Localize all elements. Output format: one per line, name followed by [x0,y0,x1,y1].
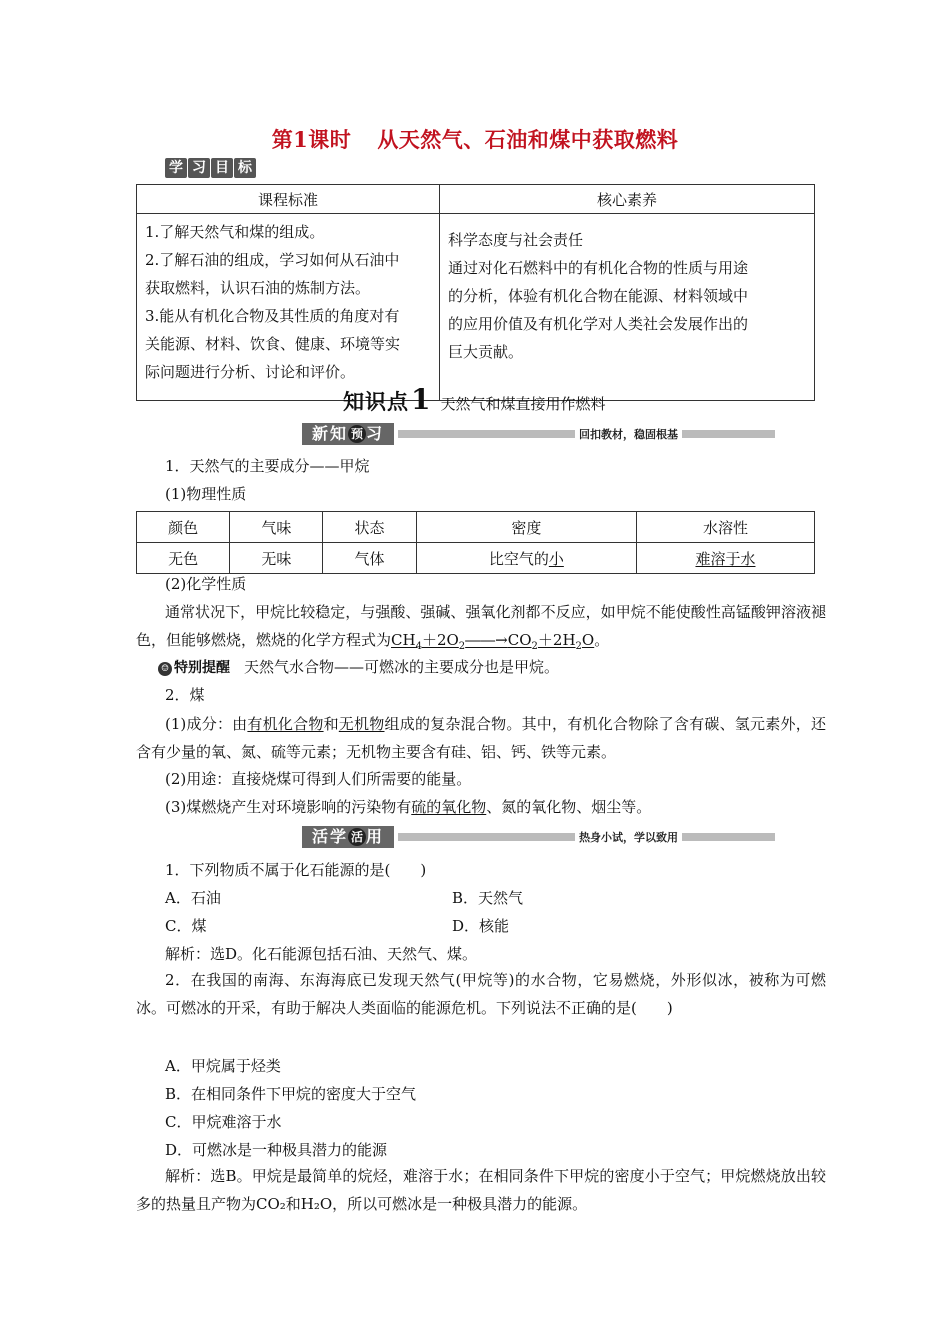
smiley-icon: ☺ [158,662,172,676]
table-header: 气味 [230,512,323,543]
physical-properties-table [136,511,815,574]
table-cell: 无味 [230,543,323,574]
standards-table [136,184,815,401]
table-cell: 无色 [137,543,230,574]
table-cell: 比空气的小 [416,543,636,574]
q1-answer: 解析：选D。化石能源包括石油、天然气、煤。 [165,945,478,963]
q2-option-d: D．可燃冰是一种极具潜力的能源 [165,1141,388,1159]
combustion-equation: $CH_4+2O_2――\to CO_2+2H_2O$ [391,631,595,652]
page-title: 第1课时 从天然气、石油和煤中获取燃料 [271,127,679,152]
knowledge-point-heading: 知识点 1 天然气和煤直接用作燃料 [343,383,606,416]
chemical-props-label: (2)化学性质 [165,575,247,593]
chemical-props-text: 通常状况下，甲烷比较稳定，与强酸、强碱、强氧化剂都不反应，如甲烷不能使酸性高锰酸钾溶液褪色，但能够燃烧，燃烧的化学方程式为$CH_4+2O_2――\to CO_2+2H_2O$。 [136,603,826,652]
table-header: 状态 [323,512,416,543]
question-1: 1．下列物质不属于化石能源的是( ) [165,861,427,879]
coal-pollutants: (3)煤燃烧产生对环境影响的污染物有硫的氧化物、氮的氧化物、烟尘等。 [165,798,652,816]
practice-banner: 活学 活 用 热身小试，学以致用 [302,826,682,848]
q2-option-a: A．甲烷属于烃类 [165,1057,281,1075]
table-cell: 难溶于水 [637,543,815,574]
literacy-header: 核心素养 [440,185,815,214]
coal-composition: (1)成分：由有机化合物和无机物组成的复杂混合物。其中，有机化合物除了含有碳、氢元素外，还含有少量的氧、氮、硫等元素；无机物主要含有硅、铝、钙、铁等元素。 [136,715,826,761]
section-coal: 2．煤 [165,686,205,704]
table-cell: 气体 [323,543,416,574]
table-header: 颜色 [137,512,230,543]
q1-option-a: A．石油 [165,889,221,907]
q2-answer: 解析：选B。甲烷是最简单的烷烃，难溶于水；在相同条件下甲烷的密度小于空气；甲烷燃烧放出较多的热量且产物为CO₂和H₂O，所以可燃冰是一种极具潜力的能源。 [136,1167,826,1213]
standards-cell: 1.了解天然气和煤的组成。 2.了解石油的组成，学习如何从石油中 获取燃料，认识石油的炼制方法。 3.能从有机化合物及其性质的角度对有 关能源、材料、饮食、健康、环境等实 际问题进行分析、讨论和评价。 [137,214,440,401]
table-header: 水溶性 [637,512,815,543]
special-note: ☺ 特别提醒 天然气水合物——可燃冰的主要成分也是甲烷。 [158,656,559,677]
q2-option-c: C．甲烷难溶于水 [165,1113,282,1131]
physical-props-label: (1)物理性质 [165,485,247,503]
q1-option-b: B．天然气 [452,889,524,907]
q1-option-d: D．核能 [452,917,510,935]
q1-option-c: C．煤 [165,917,207,935]
question-2: 2．在我国的南海、东海海底已发现天然气(甲烷等)的水合物，它易燃烧，外形似冰，被称为可燃冰。可燃冰的开采，有助于解决人类面临的能源危机。下列说法不正确的是( ) [136,971,826,1017]
literacy-cell: 科学态度与社会责任 通过对化石燃料中的有机化合物的性质与用途 的分析，体验有机化合物在能源、材料领域中 的应用价值及有机化学对人类社会发展作出的 巨大贡献。 [440,214,815,401]
learning-goals-tag: 学 习 目 标 [165,158,256,178]
new-knowledge-banner: 新知 预 习 回扣教材，稳固根基 [302,423,682,445]
table-header: 密度 [416,512,636,543]
q2-option-b: B．在相同条件下甲烷的密度大于空气 [165,1085,417,1103]
coal-usage: (2)用途：直接烧煤可得到人们所需要的能量。 [165,770,472,788]
standards-header: 课程标准 [137,185,440,214]
section-methane: 1．天然气的主要成分——甲烷 [165,457,370,475]
